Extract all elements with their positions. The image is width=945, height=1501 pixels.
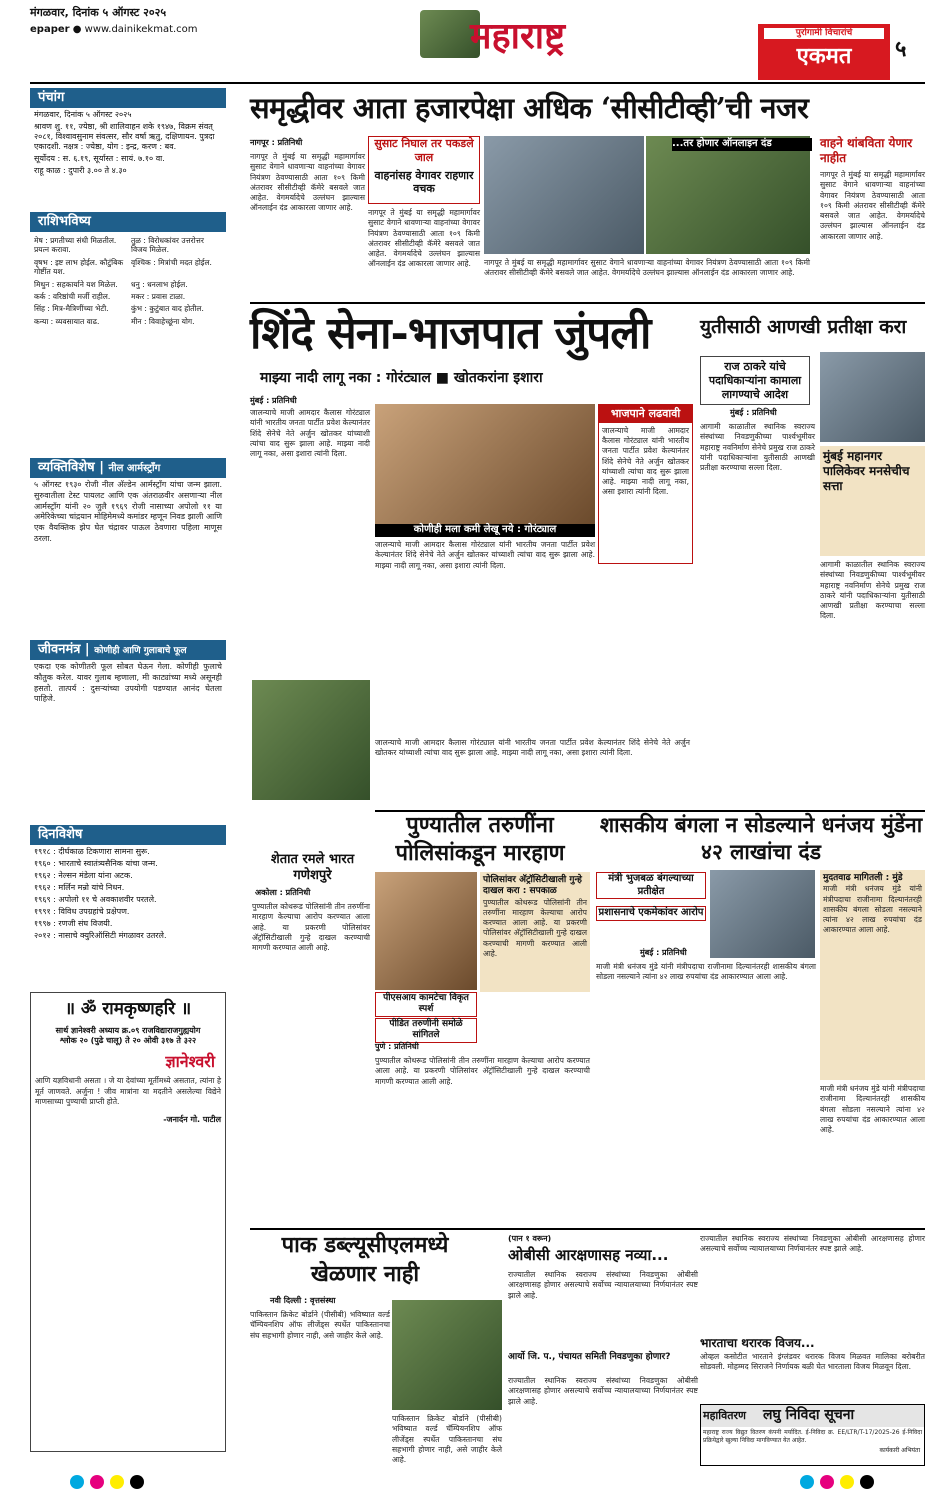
- din-item: १९९१ : विविध उपग्रहांचे प्रक्षेपण.: [34, 907, 130, 916]
- ramkrishna-box: ॥ ॐ रामकृष्णहरि ॥ सार्थ ज्ञानेश्वरी अध्याय क्र.०९ राजविद्याराजगुह्ययोग श्लोक २० (पुढे चालू) ते २० ओवी ३१७ ते ३२२ ज्ञानेश्वरी आणि यज्ञविधानी असता । जे या देवांच्या मूर्तीमध्ये असतात, त्यांना हे मूर्त जाणवते. अर्जुना ! जीव मात्रांना या मदतीने असलेल्या विद्येने माणसाच्या पुण्याची प्राप्ती होते. -जनार्दन गो. पाटील: [30, 992, 226, 1452]
- rashi-item: सिंह : मित्र-मैत्रिणींच्या भेटी.: [34, 304, 109, 314]
- rashi-title: राशिभविष्य: [30, 212, 226, 232]
- rashi-item: मीन : विवाहेच्छूंना योग.: [131, 316, 195, 326]
- atrocity-box: पोलिसांवर अ‍ॅट्रॉसिटीखाली गुन्हे दाखल करा : सपकाळ पुण्यातील कोथरूड पोलिसांनी तीन तरुणींना मारहाण केल्याचा आरोप करण्यात आला आहे. या प्रकरणी पोलिसांवर अ‍ॅट्रॉसिटीखाली गुन्हे दाखल करण्याची मागणी करण्यात आली आहे.: [480, 872, 590, 992]
- highway-photo: [646, 136, 810, 254]
- rashi-item: तुळ : विरोधकांवर उत्तरोत्तर विजय मिळेल.: [131, 236, 204, 255]
- rashi-item: कर्क : वरिष्ठांची मर्जी राहील.: [34, 291, 111, 301]
- pune-photo: [375, 872, 477, 990]
- ekmat-logo: पुरोगामी विचारांचे एकमत: [758, 24, 890, 80]
- pak-headline: पाक डब्ल्यूसीएलमध्ये खेळणार नाही: [281, 1233, 449, 1287]
- bjp-box: भाजपाने लढवावी जालन्याचे माजी आमदार कैलास गोरंट्याल यांनी भारतीय जनता पार्टीत प्रवेश केल्यानंतर शिंदे सेनेचे नेते अर्जुन खोतकर यांच्याशी त्यांचा वाद सुरू झाला आहे. माझ्या नादी लागू नका, असा इशारा त्यांनी दिला.: [598, 404, 693, 564]
- extension-box: मुदतवाढ मागितली : मुंडे माजी मंत्री धनंजय मुंडे यांनी मंत्रीपदाचा राजीनामा दिल्यानंतरही शासकीय बंगला सोडला नसल्याने त्यांना ४२ लाख रुपयांचा दंड आकारण्यात आला आहे.: [820, 870, 925, 1080]
- din-item: १९६२ : नेल्सन मंडेला यांना अटक.: [34, 871, 133, 880]
- raj-headline: युतीसाठी आणखी प्रतीक्षा करा: [700, 316, 907, 338]
- shinde-headline: शिंदे सेना-भाजपात जुंपली: [250, 308, 651, 359]
- header-date: मंगळवार, दिनांक ५ ऑगस्ट २०२५: [30, 6, 167, 19]
- obc-headline: ओबीसी आरक्षणासह नव्या...: [508, 1246, 669, 1264]
- panchang-title: पंचांग: [30, 88, 226, 108]
- rashi-item: मकर : प्रवास टाळा.: [131, 291, 186, 301]
- person-box: व्यक्तिविशेष | नील आर्मस्ट्राँग ५ ऑगस्ट १९३० रोजी नील अ‍ॅल्डेन आर्मस्ट्राँग यांचा जन्म झाला. सुरुवातीला टेस्ट पायलट आणि एक अंतराळवीर असणाऱ्या नील आर्मस्ट्राँग यांनी २० जुलै १९६९ रोजी नासाच्या अपोलो ११ या अमेरिकेच्या चांद्रयान मोहिमेमध्ये कमांडर म्हणून निवड झाली आणि एक वैयक्तिक झेप घेत चंद्रावर पाऊल ठेवणारा पहिला माणूस ठरला.: [30, 458, 226, 630]
- india-headline: भारताचा थरारक विजय...: [700, 1336, 815, 1350]
- life-box: जीवनमंत्र | कोणीही आणि गुलाबाचे फूल एकदा एक कोणीतरी फूल सोबत घेऊन गेला. कोणीही फुलाचे कौतुक करेल. यावर गुलाब म्हणाला, मी काट्यांच्या मध्ये असूनही हसतो. तात्पर्य : दुसऱ्यांच्या उपयोगी पडण्यात आनंद घेतला पाहिजे.: [30, 640, 226, 790]
- leaders-photo: [375, 404, 595, 524]
- din-item: १९६० : भारताचे स्वातंत्र्यसैनिक यांचा जन्म.: [34, 859, 158, 868]
- section-title: महाराष्ट्र: [470, 15, 566, 57]
- din-item: २०१२ : नासाचे क्युरिऑसिटी मंगळावर उतरले.: [34, 931, 167, 940]
- rashi-item: धनु : धनलाभ होईल.: [131, 279, 188, 289]
- munde-photo: [710, 870, 815, 958]
- din-item: १९६९ : अपोलो ११ चे अवकाशवीर परतले.: [34, 895, 157, 904]
- raj-photo: [820, 352, 925, 442]
- ganeshpure-photo: [252, 680, 370, 800]
- epaper-url[interactable]: epaper ● www.dainikekmat.com: [30, 24, 198, 35]
- speed-box: सुसाट निघाल तर पकडले जाल वाहनांसह वेगावर राहणार वचक: [368, 136, 480, 204]
- munde-headline: शासकीय बंगला न सोडल्याने धनंजय मुंडेंना ४२ लाखांचा दंड: [599, 813, 923, 865]
- cctv-photo: [484, 136, 644, 254]
- din-item: १९१८ : दीर्घकाळ टिकणारा सामना सुरू.: [34, 847, 150, 856]
- panchang-box: पंचांग मंगळवार, दिनांक ५ ऑगस्ट २०२५ श्रावण शु. ११, ज्येष्ठा, श्री शालिवाहन शके १९४७, विक्रम संवत् २०८१, विश्वावसुनाम संवत्सर, सौर वर्षा ऋतु, दक्षिणायन. पुत्रदा एकादशी. नक्षत्र : ज्येष्ठा, योग : इन्द्र, करण : बव. सूर्योदय : स. ६.१९, सूर्यास्त : सायं. ७.१० वा. राहू काळ : दुपारी ३.०० ते ४.३०: [30, 88, 226, 160]
- rashi-item: कुंभ : कुटुंबात वाद होतील.: [131, 304, 204, 314]
- rashi-item: वृश्चिक : मित्रांची मदत होईल.: [131, 257, 212, 267]
- rashi-item: मिथुन : सहकार्याने यश मिळेल.: [34, 279, 118, 289]
- tender-ad: महावितरण लघु निविदा सूचना महाराष्ट्र राज्य विद्युत वितरण कंपनी मर्यादित. ई-निविदा क्र. EE/LTR/T-17/2025-26 ई-निविदा प्रक्रियेद्वारे खुल्या निविदा मागविण्यात येत आहेत. कार्यकारी अभियंता: [700, 1404, 925, 1466]
- main-headline: समृद्धीवर आता हजारपेक्षा अधिक ‘सीसीटीव्ही’ची नजर: [250, 91, 809, 125]
- pune-headline: पुण्यातील तरुणींना पोलिसांकडून मारहाण: [395, 813, 565, 866]
- din-item: १९९७ : रणजी संघ विजयी.: [34, 919, 113, 928]
- rashi-item: कन्या : व्यवसायात वाढ.: [34, 316, 100, 326]
- cricket-photo: [392, 1300, 502, 1410]
- page-number: ५: [895, 37, 907, 62]
- dinvishesh-box: दिनविशेष १९१८ : दीर्घकाळ टिकणारा सामना सुरू. १९६० : भारताचे स्वातंत्र्यसैनिक यांचा जन्म. १९६२ : नेल्सन मंडेला यांना अटक. १९६२ : मर्लिन मन्रो यांचे निधन. १९६९ : अपोलो ११ चे अवकाशवीर परतले. १९९१ : विविध उपग्रहांचे प्रक्षेपण. १९९७ : रणजी संघ विजयी. २०१२ : नासाचे क्युरिऑसिटी मंगळावर उतरले.: [30, 825, 226, 985]
- rashi-item: मेष : प्रगतीच्या संधी मिळतील. प्रयत्न करावा.: [34, 236, 117, 255]
- mns-box: मुंबई महानगर पालिकेवर मनसेचीच सत्ता: [820, 446, 925, 556]
- rashi-box: [30, 212, 226, 444]
- din-item: १९६२ : मर्लिन मन्रो यांचे निधन.: [34, 883, 125, 892]
- rashi-item: वृषभ : इष्ट लाभ होईल. कौटुंबिक गोष्टींत यश.: [34, 257, 124, 277]
